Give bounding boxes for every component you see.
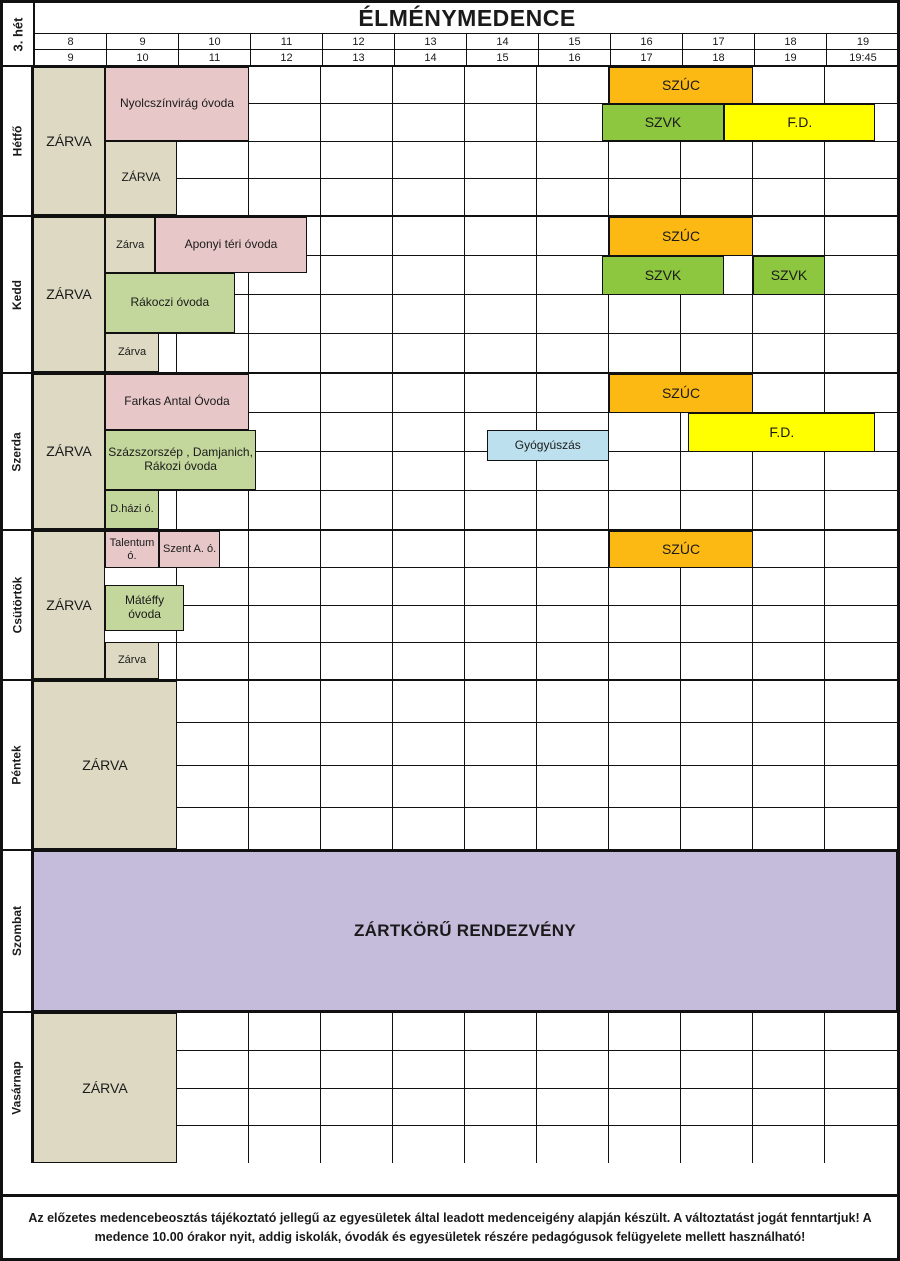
schedule-header [3,3,897,67]
time-end-cell: 10 [107,50,179,65]
day-label-text: Péntek [10,745,25,785]
schedule-block[interactable] [105,333,159,372]
day-cells [33,67,897,215]
schedule-block[interactable] [105,374,249,430]
day-cells [33,374,897,529]
schedule-block[interactable] [609,531,753,568]
day-blocks [33,217,897,372]
schedule-block-label: ZÁRVA [121,170,161,185]
schedule-block[interactable] [33,217,105,372]
day-label [3,851,33,1011]
schedule-block[interactable] [105,67,249,141]
time-start-cell: 18 [755,34,827,49]
schedule-block-label: Farkas Antal Óvoda [124,394,230,409]
day-blocks [33,851,897,1011]
schedule-block[interactable] [609,374,753,413]
schedule-block[interactable] [33,1013,177,1163]
schedule-block-label: SZÚC [661,385,701,402]
schedule-block[interactable] [105,585,184,631]
schedule-block-label: Zárva [116,238,145,251]
schedule-block[interactable] [159,531,220,568]
time-start-cell: 17 [683,34,755,49]
schedule-block-label: Gyógyúszás [514,437,581,452]
schedule-block-label: Aponyi téri óvoda [184,237,278,252]
day-cells [33,851,897,1011]
schedule-block-label: Rákoczi óvoda [130,295,210,310]
day-row-szombat [3,851,897,1013]
time-end-cell: 16 [539,50,611,65]
time-start-cell: 13 [395,34,467,49]
schedule-block[interactable] [105,531,159,568]
schedule-block-label: Százszorszép , Damjanich, Rákozi óvoda [108,445,253,474]
schedule-block[interactable] [33,851,897,1011]
schedule-block[interactable] [753,256,825,295]
day-label-text: Csütörtök [10,576,25,634]
schedule-block[interactable] [487,430,609,461]
time-row-start [35,34,899,50]
schedule-block[interactable] [724,104,875,141]
schedule-block[interactable] [33,67,105,215]
day-label-text: Szombat [10,905,25,957]
day-label [3,67,33,215]
schedule-block-label: SZVK [644,114,682,131]
time-start-cell: 12 [323,34,395,49]
schedule-block-label: Talentum ó. [109,536,155,562]
schedule-block[interactable] [602,104,724,141]
schedule-block-label: Zárva [117,654,147,667]
schedule-block-label: ZÁRTKÖRŰ RENDEZVÉNY [354,921,576,941]
day-row-csütörtök [3,531,897,681]
day-label-text: Hétfő [10,125,25,157]
time-start-cell: 19 [856,35,870,48]
day-blocks [33,681,897,849]
time-start-cell: 8 [35,34,107,49]
day-label [3,681,33,849]
day-blocks [33,374,897,529]
time-row-end [35,50,899,65]
day-label [3,531,33,679]
time-start-cell: 15 [539,34,611,49]
header-right [35,3,899,65]
time-end-cell: 17 [611,50,683,65]
time-end-cell: 19:45 [849,51,877,64]
schedule-block[interactable] [33,531,105,679]
time-start-cell: 16 [611,34,683,49]
footer-note: Az előzetes medencebeosztás tájékoztató jellegű az egyesületek által leadott medenceigény alapján készült. A változtatást jogát fenntartjuk! A medence 10.00 órakor nyit, addig iskolák, óvodák és egyesületek részére pedagógusok felügyelete mellett használható! [3,1194,897,1258]
schedule-block-label: ZÁRVA [46,443,92,460]
week-label-text: 3. hét [10,17,26,51]
time-start-cell: 14 [467,34,539,49]
schedule-block-label: Mátéffy óvoda [125,592,165,621]
schedule-block[interactable] [105,273,235,333]
schedule-block-label: ZÁRVA [46,596,92,613]
day-row-péntek [3,681,897,851]
day-row-vasárnap [3,1013,897,1163]
schedule-block-label: ZÁRVA [46,286,92,303]
day-label-text: Szerda [10,431,25,472]
time-end-cell: 18 [683,50,755,65]
time-end-cell: 13 [323,50,395,65]
schedule-block-label: ZÁRVA [46,132,92,149]
schedule-block-label: SZVK [644,267,682,284]
schedule-block-label: Szent A. ó. [162,543,217,556]
day-row-kedd [3,217,897,374]
day-label-text: Kedd [10,279,24,310]
schedule-block[interactable] [105,141,177,215]
schedule-block[interactable] [105,217,155,273]
day-row-hétfő [3,67,897,217]
day-blocks [33,1013,897,1163]
day-label [3,217,33,372]
schedule-block[interactable] [602,256,724,295]
page-title: ÉLMÉNYMEDENCE [35,3,899,34]
schedule-grid [3,67,897,1163]
schedule-block[interactable] [33,374,105,529]
schedule-block-label: SZÚC [661,541,701,558]
week-label [3,3,35,65]
schedule-block-label: SZÚC [661,228,701,245]
day-label [3,1013,33,1163]
schedule-block[interactable] [33,681,177,849]
schedule-block-label: Zárva [117,346,147,359]
schedule-block-label: F.D. [787,114,813,131]
day-cells [33,681,897,849]
time-end-cell: 14 [395,50,467,65]
time-end-cell: 11 [179,50,251,65]
schedule-block[interactable] [105,430,256,490]
schedule-block-label: F.D. [769,424,795,441]
schedule-block[interactable] [609,217,753,256]
time-start-cell: 10 [179,34,251,49]
schedule-block[interactable] [688,413,875,452]
time-start-cell: 11 [251,34,323,49]
day-blocks [33,531,897,679]
day-label [3,374,33,529]
time-end-cell: 19 [755,50,827,65]
schedule-block-label: SZVK [770,267,808,284]
schedule-block-label: D.házi ó. [110,503,154,516]
time-end-cell: 12 [251,50,323,65]
schedule-block-label: SZÚC [661,77,701,94]
day-cells [33,1013,897,1163]
day-row-szerda [3,374,897,531]
day-label-text: Vasárnap [10,1061,24,1115]
schedule-block[interactable] [155,217,306,273]
schedule-block[interactable] [105,642,159,679]
time-end-cell: 9 [35,50,107,65]
schedule-block[interactable] [105,490,159,529]
schedule-block[interactable] [609,67,753,104]
day-cells [33,531,897,679]
day-cells [33,217,897,372]
schedule-block-label: Nyolcszínvirág óvoda [119,96,235,111]
time-start-cell: 9 [107,34,179,49]
schedule-block-label: ZÁRVA [82,756,128,773]
day-blocks [33,67,897,215]
schedule-block-label: ZÁRVA [82,1079,128,1096]
time-end-cell: 15 [467,50,539,65]
